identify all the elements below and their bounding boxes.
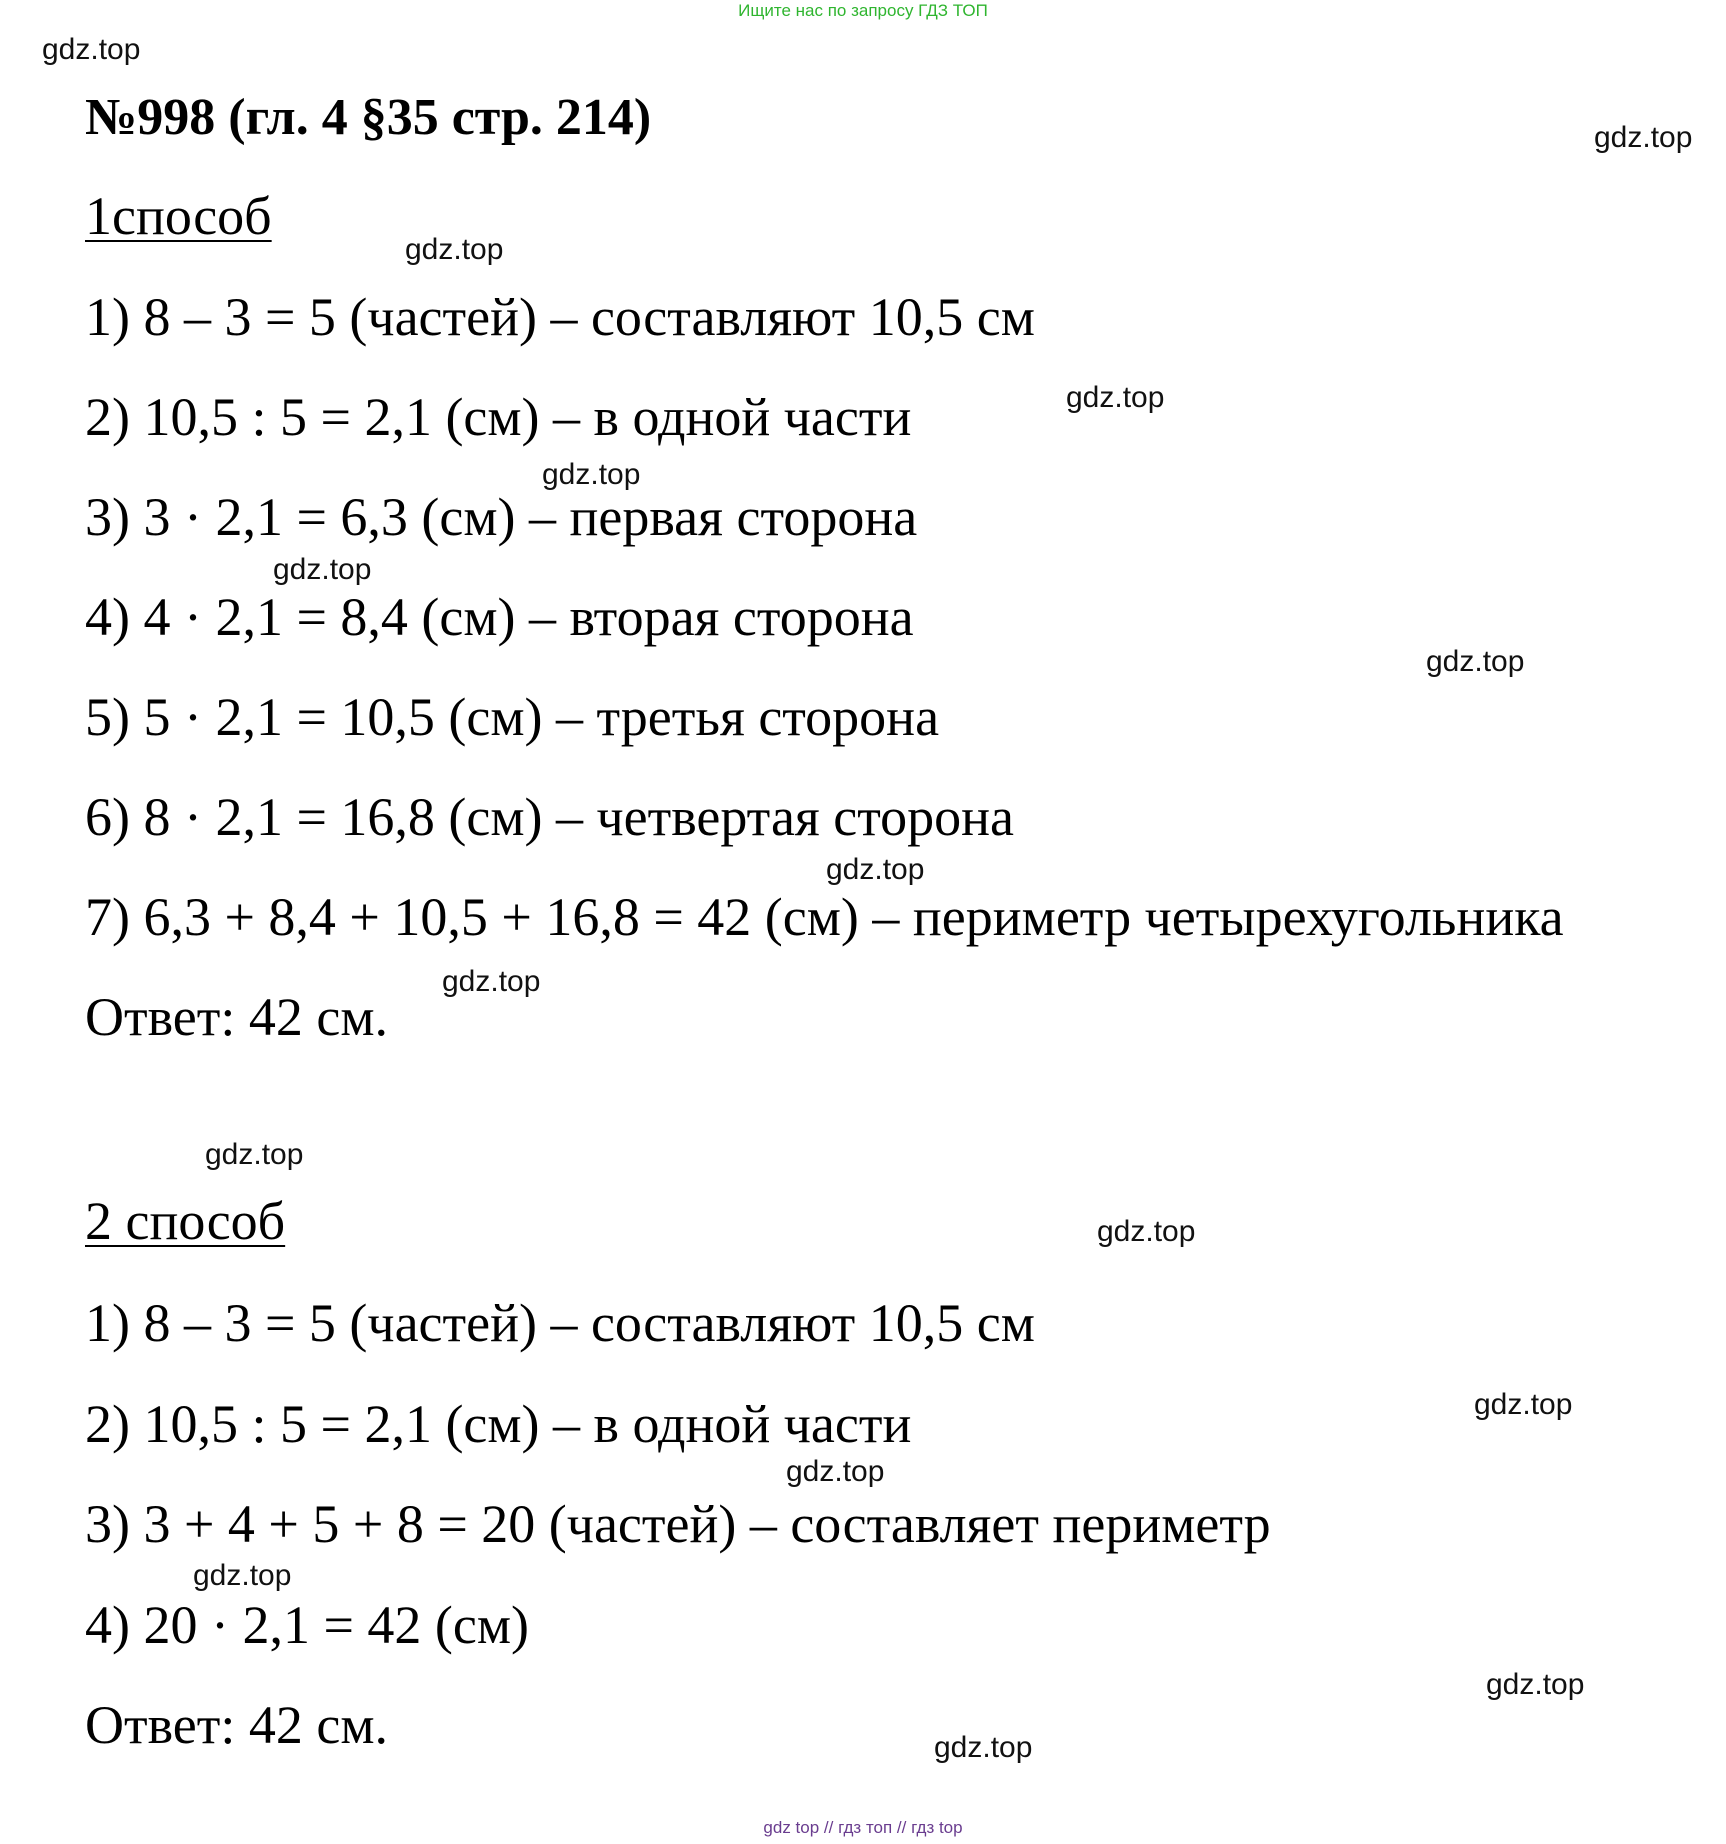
- watermark: gdz.top: [1097, 1215, 1196, 1248]
- watermark: gdz.top: [1426, 645, 1525, 678]
- method-1-step-6: 6) 8 · 2,1 = 16,8 (см) – четвертая сторона: [85, 787, 1014, 847]
- method-2-step-4: 4) 20 · 2,1 = 42 (см): [85, 1595, 530, 1655]
- watermark: gdz.top: [826, 853, 925, 886]
- method-1-step-4: 4) 4 · 2,1 = 8,4 (см) – вторая сторона: [85, 587, 914, 647]
- method-2-step-1: 1) 8 – 3 = 5 (частей) – составляют 10,5 см: [85, 1293, 1035, 1353]
- watermark: gdz.top: [405, 233, 504, 266]
- method-1-answer: Ответ: 42 см.: [85, 987, 388, 1047]
- watermark: gdz.top: [1594, 121, 1693, 154]
- watermark: gdz.top: [205, 1138, 304, 1171]
- method-2-heading: 2 способ: [85, 1191, 286, 1251]
- watermark: gdz.top: [542, 458, 641, 491]
- watermark: gdz.top: [934, 1731, 1033, 1764]
- watermark: gdz.top: [42, 33, 141, 66]
- watermark: gdz.top: [1486, 1668, 1585, 1701]
- method-1-step-3: 3) 3 · 2,1 = 6,3 (см) – первая сторона: [85, 487, 918, 547]
- method-1-step-2: 2) 10,5 : 5 = 2,1 (см) – в одной части: [85, 387, 912, 447]
- page-title: №998 (гл. 4 §35 стр. 214): [85, 89, 652, 146]
- watermark: gdz.top: [193, 1559, 292, 1592]
- watermark: gdz.top: [786, 1455, 885, 1488]
- footer-text: gdz top // гдз топ // гдз top: [763, 1818, 963, 1837]
- watermark: gdz.top: [1474, 1388, 1573, 1421]
- method-2-step-2: 2) 10,5 : 5 = 2,1 (см) – в одной части: [85, 1394, 912, 1454]
- method-2-step-3: 3) 3 + 4 + 5 + 8 = 20 (частей) – составляет периметр: [85, 1494, 1271, 1554]
- method-1-step-1: 1) 8 – 3 = 5 (частей) – составляют 10,5 см: [85, 287, 1035, 347]
- method-1-heading: 1способ: [85, 186, 272, 246]
- method-2-answer: Ответ: 42 см.: [85, 1695, 388, 1755]
- watermark: gdz.top: [442, 965, 541, 998]
- search-hint-banner: Ищите нас по запросу ГДЗ ТОП: [738, 1, 988, 20]
- method-1-step-7: 7) 6,3 + 8,4 + 10,5 + 16,8 = 42 (см) – периметр четырехугольника: [85, 887, 1564, 947]
- watermark: gdz.top: [1066, 381, 1165, 414]
- method-1-step-5: 5) 5 · 2,1 = 10,5 (см) – третья сторона: [85, 687, 940, 747]
- watermark: gdz.top: [273, 553, 372, 586]
